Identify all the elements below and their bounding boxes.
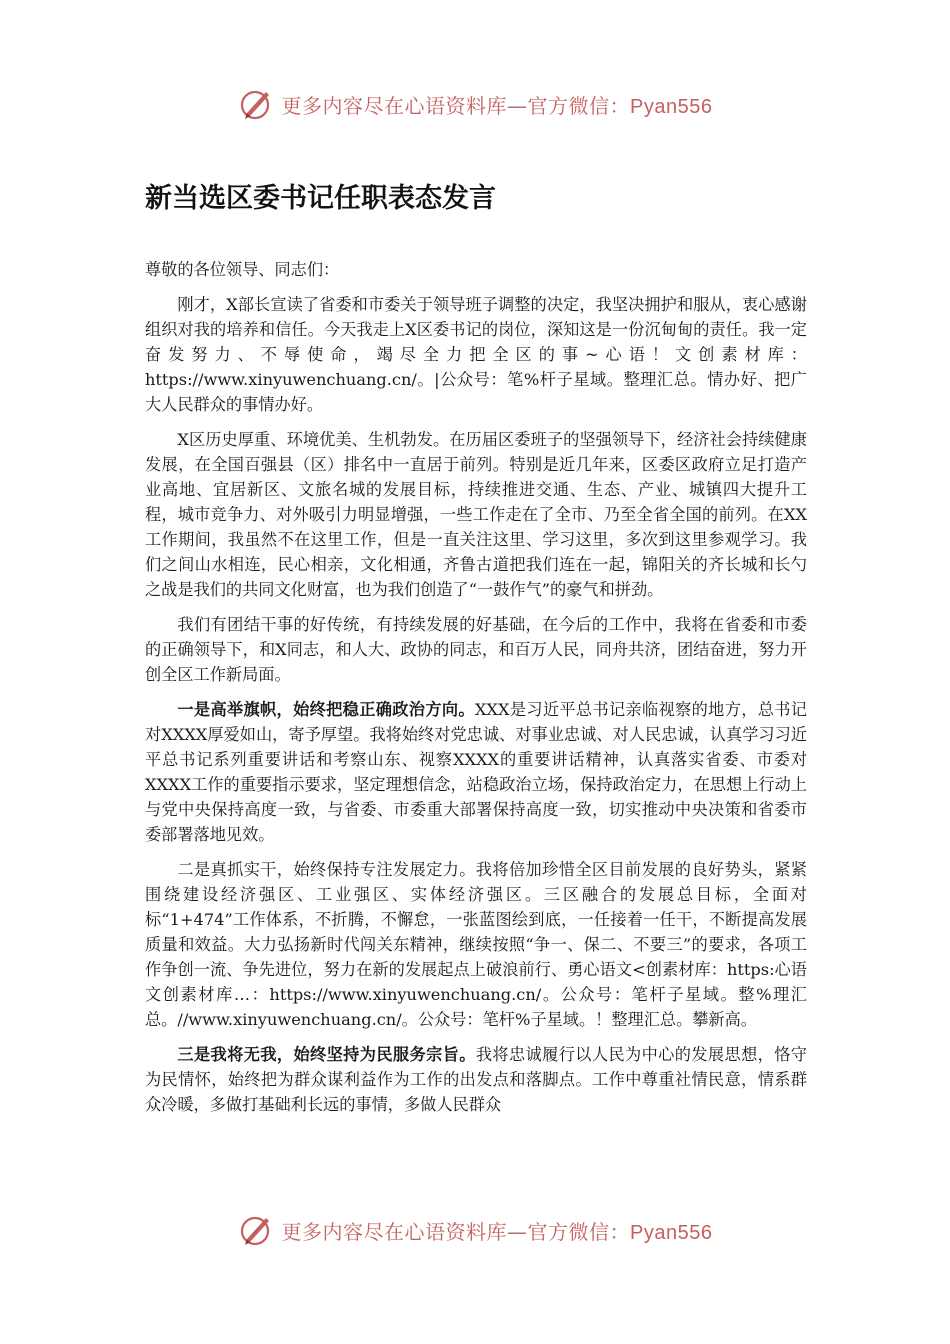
document-title: 新当选区委书记任职表态发言 <box>145 183 496 214</box>
watermark-separator: — <box>507 1219 528 1244</box>
salutation: 尊敬的各位领导、同志们： <box>145 260 340 279</box>
watermark-footer <box>0 1212 950 1248</box>
pen-logo-icon <box>238 1212 274 1248</box>
watermark-separator: — <box>507 93 528 118</box>
paragraph-4-text: XXX是习近平总书记亲临视察的地方，总书记对XXXX厚爱如山，寄予厚望。我将始终对党忠诚、对事业忠诚、对人民忠诚，认真学习习近平总书记系列重要讲话和考察山东、视察XXXX的重要讲话精神，认真落实省委、市委对XXXX工作的重要指示要求，坚定理想信念，站稳政治立场，保持政治定力，在思想上行动上与党中央保持高度一致，与省委、市委重大部署保持高度一致，切实推动中央决策和省委市委部署落地见效。 <box>145 700 807 844</box>
watermark-site: 更多内容尽在心语资料库 <box>281 1219 508 1244</box>
watermark-wechat: 官方微信：Pyan556 <box>527 95 713 118</box>
paragraph-5: 二是真抓实干，始终保持专注发展定力。我将倍加珍惜全区目前发展的良好势头，紧紧围绕建设经济强区、工业强区、实体经济强区。三区融合的发展总目标，全面对标“1+474”工作体系，不折腾，不懈怠，一张蓝图绘到底，一任接着一任干，不断提高发展质量和效益。大力弘扬新时代闯关东精神，继续按照“争一、保二、不要三”的要求，各项工作争创一流、争先进位，努力在新的发展起点上破浪前行、勇心语文<创素材库：https:心语文创素材库…：https://www.xinyuwenchuang.cn/。公众号：笔杆子星域。整%理汇总。//www.xinyuwenchuang.cn/。公众号：笔杆%子星域。！整理汇总。攀新高。 <box>145 860 807 1029</box>
pen-logo-icon <box>238 86 274 122</box>
watermark-text <box>282 90 713 119</box>
paragraph-6-text: 我将忠诚履行以人民为中心的发展思想，恪守为民情怀，始终把为群众谋利益作为工作的出发点和落脚点。工作中尊重社情民意，情系群众冷暖，多做打基础利长远的事情，多做人民群众 <box>145 1045 807 1114</box>
paragraph-1: 刚才，X部长宣读了省委和市委关于领导班子调整的决定，我坚决拥护和服从，衷心感谢组织对我的培养和信任。今天我走上X区委书记的岗位，深知这是一份沉甸甸的责任。我一定奋发努力、不辱使命，竭尽全力把全区的事~心语！文创素材库：https://www.xinyuwenchuang.cn/。|公众号：笔%杆子星域。整理汇总。情办好、把广大人民群众的事情办好。 <box>145 295 807 414</box>
paragraph-4-heading: 一是高举旗帜，始终把稳正确政治方向。 <box>177 700 475 719</box>
watermark-header <box>0 86 950 122</box>
watermark-text <box>282 1216 713 1245</box>
paragraph-3: 我们有团结干事的好传统，有持续发展的好基础，在今后的工作中，我将在省委和市委的正确领导下，和X同志，和人大、政协的同志，和百万人民，同舟共济，团结奋进，努力开创全区工作新局面。 <box>145 615 807 684</box>
paragraph-2: X区历史厚重、环境优美、生机勃发。在历届区委班子的坚强领导下，经济社会持续健康发展，在全国百强县（区）排名中一直居于前列。特别是近几年来，区委区政府立足打造产业高地、宜居新区、文旅名城的发展目标，持续推进交通、生态、产业、城镇四大提升工程，城市竞争力、对外吸引力明显增强，一些工作走在了全市、乃至全省全国的前列。在XX工作期间，我虽然不在这里工作，但是一直关注这里、学习这里，多次到这里参观学习。我们之间山水相连，民心相亲，文化相通，齐鲁古道把我们连在一起，锦阳关的齐长城和长勺之战是我们的共同文化财富，也为我们创造了“一鼓作气”的豪气和拼劲。 <box>145 430 807 599</box>
document-body <box>145 257 807 1127</box>
paragraph-6-heading: 三是我将无我，始终坚持为民服务宗旨。 <box>177 1045 476 1064</box>
watermark-site: 更多内容尽在心语资料库 <box>281 93 508 118</box>
paragraph-6 <box>145 1042 807 1117</box>
paragraph-4 <box>145 697 807 847</box>
watermark-wechat: 官方微信：Pyan556 <box>527 1221 713 1244</box>
